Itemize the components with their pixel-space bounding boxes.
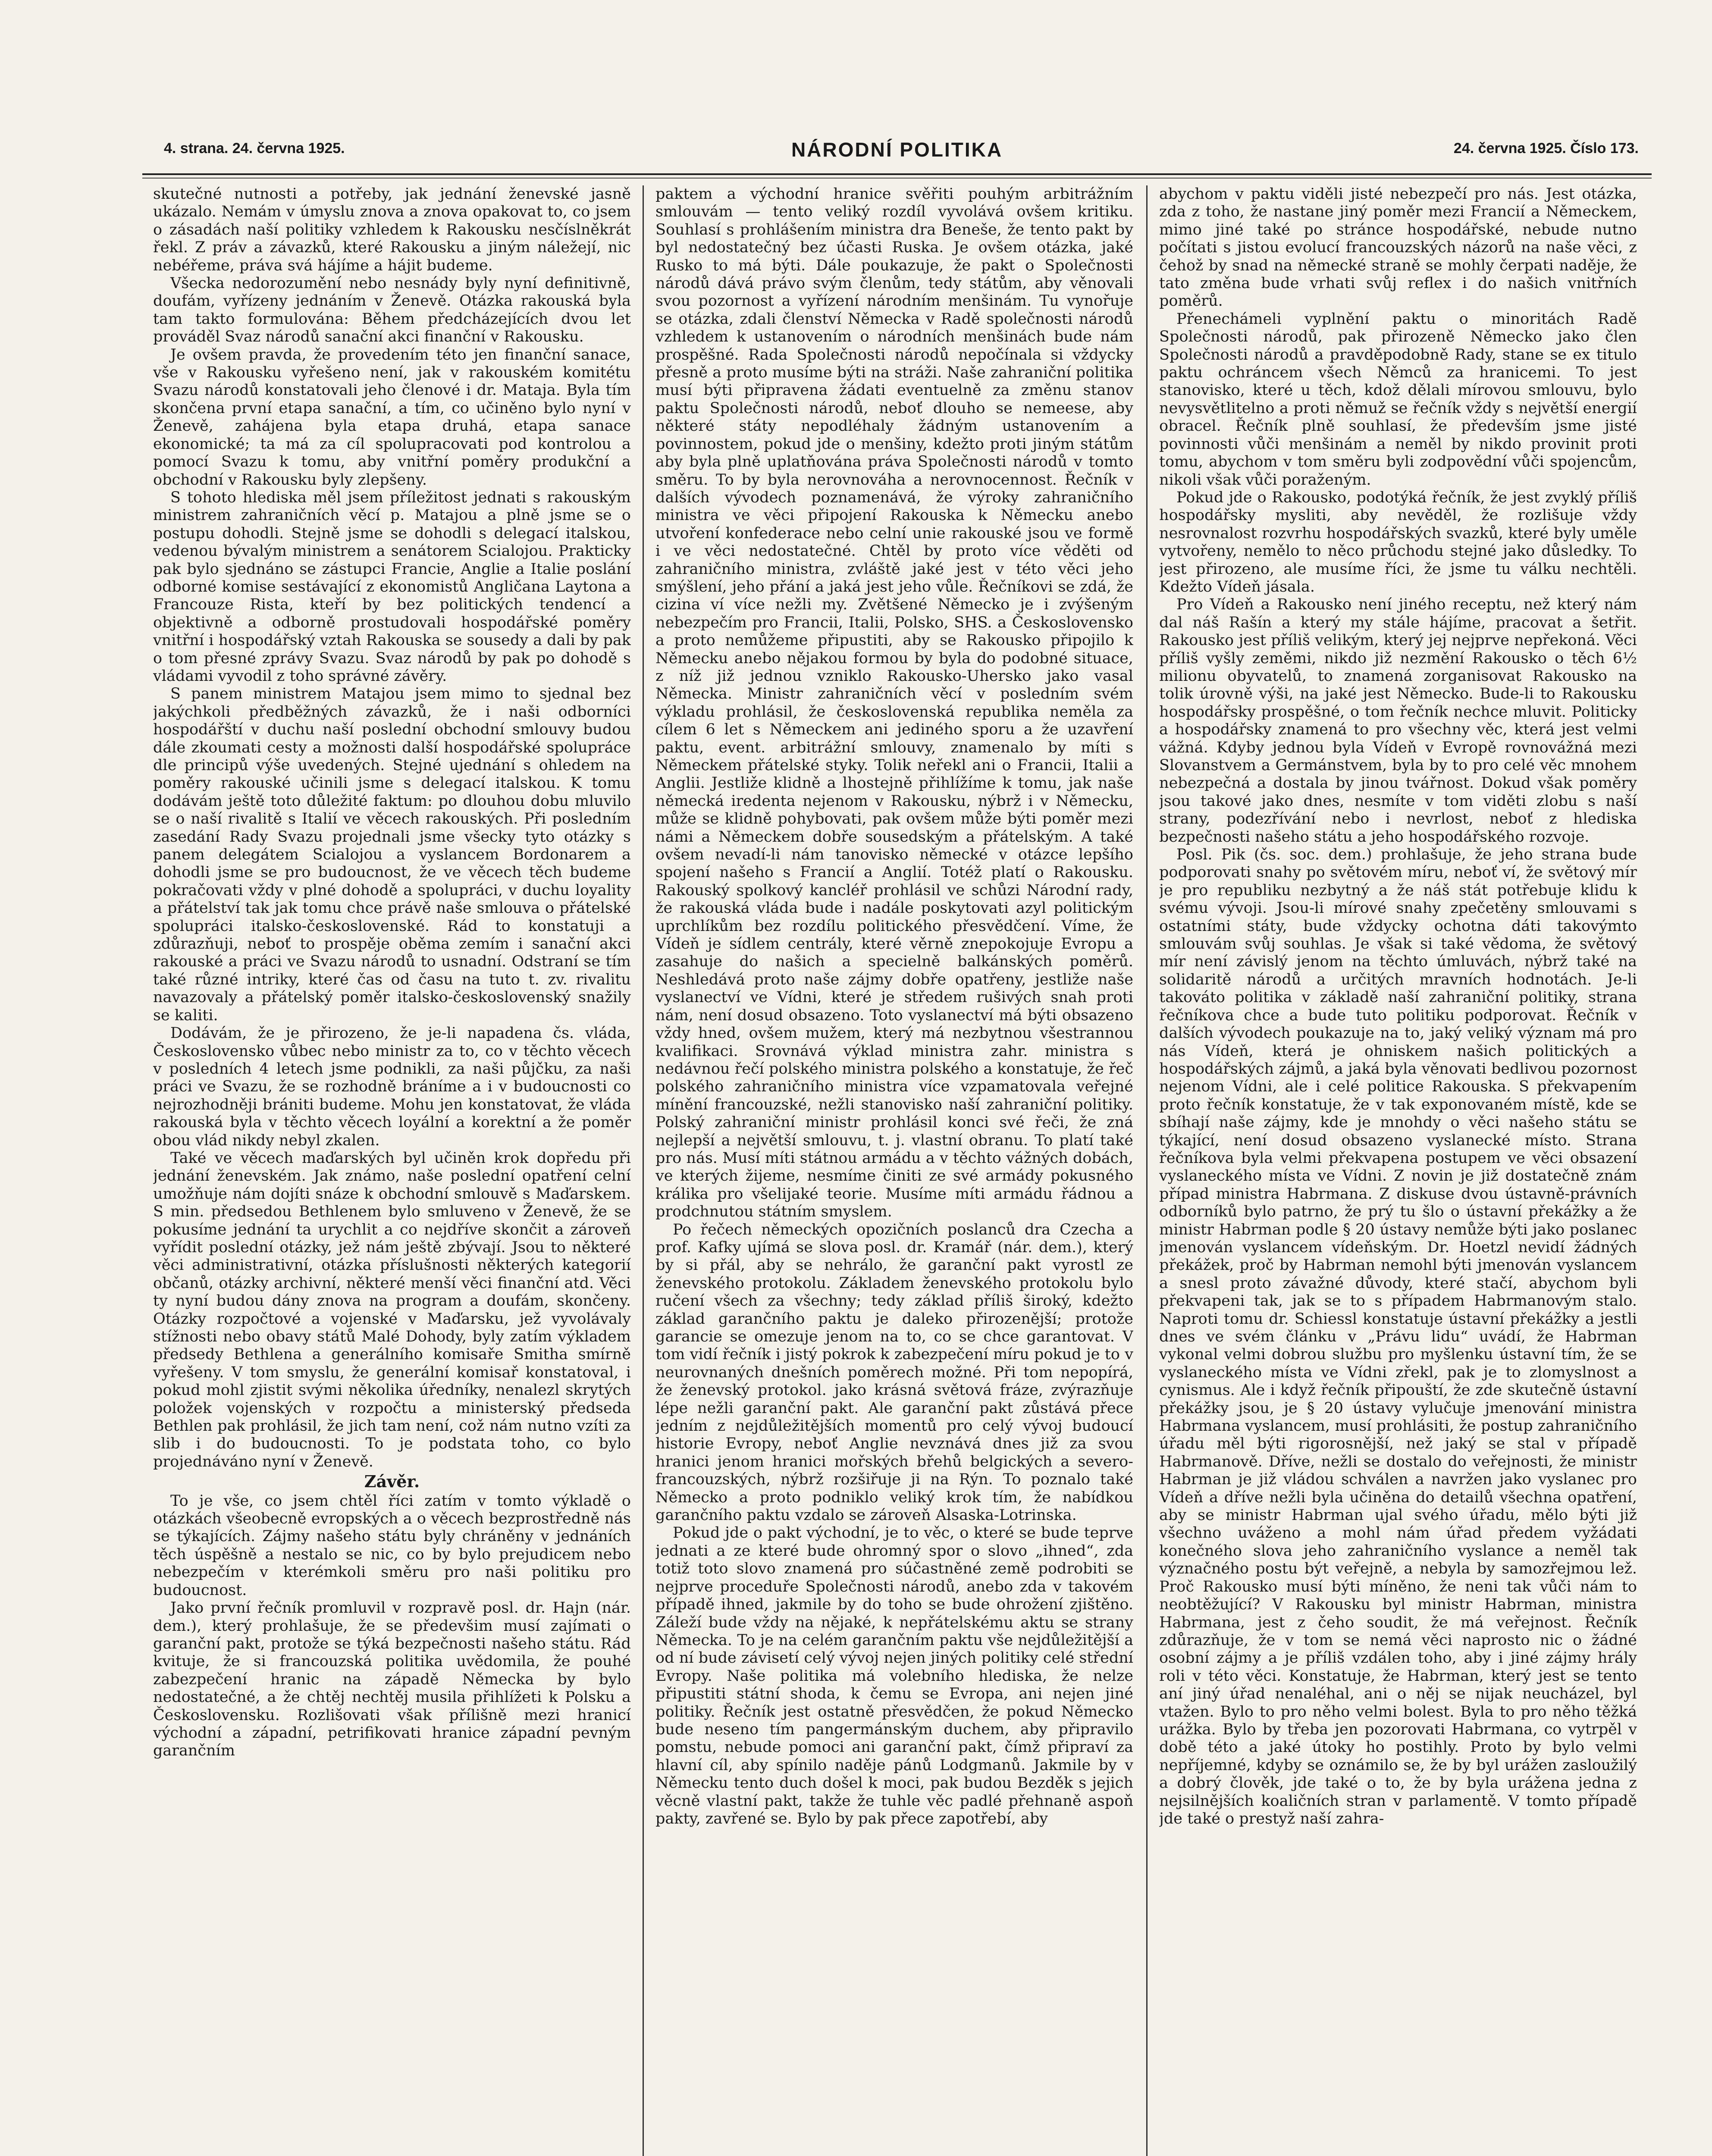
paragraph: paktem a východní hranice svěřiti pouhým arbitrážním smlouvám — tento veliký rozdíl vyvolává ovšem kritiku. Souhlasí s prohlášením ministra dra Beneše, že tento pakt by byl nedostatečný bez účasti Ruska. Je ovšem otázka, jaké Rusko to má býti. Dále poukazuje, že pakt o Společnosti národů dává právo svým členům, tedy státům, aby věnovali svou pozornost a vyřízení národním menšinám. Tu vynořuje se otázka, zdali členství Německa v Radě společnosti národů vzhledem k ustanovením o národních menšinách bude nám prospěšné. Rada Společnosti národů nepočínala si vždycky přesně a proto musíme býti na stráži. Naše zahraniční politika musí býti připravena žádati eventuelně za změnu stanov paktu Společnosti národů, neboť dlouho se nemeese, aby některé státy nepodléhaly žádným ustanovením a povinnostem, pokud jde o menšiny, kdežto proti jiným státům aby byla plně uplatňována práva Společnosti národů v tomto směru. To by byla nerovnováha a nerovnocennost. Řečník v dalších vývodech poznamenává, že výroky zahraničního ministra ve věci připojení Rakouska k Německu anebo utvoření konfederace nebo celní unie rakouské jsou ve formě i ve věci nedostatečné. Chtěl by proto více věděti od zahraničního ministra, zvláště jaké jest v této věci jeho smýšlení, jeho přání a jaká jest jeho vůle. Řečníkovi se zdá, že cizina ví více nežli my. Zvětšené Německo je i zvýšeným nebezpečím pro Francii, Italii, Polsko, SHS. a Československo a proto nemůžeme připustiti, aby se Rakousko připojilo k Německu anebo nějakou formou by byla do podobné situace, z níž již jednou vzniklo Rakousko-Uhersko jako vasal Německa. Ministr zahraničních věcí v posledním svém výkladu prohlásil, že československá republika neměla za cílem 6 let s Německem ani jediného sporu a že uzavření paktu, event. arbitrážní smlouvy, znamenalo by míti s Německem přátelské styky. Tolik neřekl ani o Francii, Italii a Anglii. Jestliže klidně a lhostejně přihlížíme k tomu, jak naše německá iredenta nejenom v Rakousku, nýbrž i v Německu, může se klidně pohybovati, pak ovšem může býti poměr mezi námi a Německem dobře sousedským a přátelským. A také ovšem nevadí-li nám tanovisko německé v otázce lepšího spojení našeho s Francií a Anglií. Totéž platí o Rakousku. Rakouský spolkový kancléř prohlásil ve schůzi Národní rady, že rakouská vláda bude i nadále poskytovati azyl politickým uprchlíkům bez rozdílu politického přesvědčení. Víme, že Vídeň je sídlem centrály, které věrně znepokojuje Evropu a zasahuje do našich a specielně balkánských poměrů. Neshledává proto naše zájmy dobře opatřeny, jestliže naše vyslanectví ve Vídni, které je středem rušivých snah proti nám, není dosud obsazeno. Toto vyslanectví má býti obsazeno vždy hned, ovšem mužem, který má nezbytnou všestrannou kvalifikaci. Srovnává výklad ministra zahr. ministra s nedávnou řečí polského ministra polského a konstatuje, že řeč polského zahraničního ministra více vzpamatovala veřejné mínění francouzské, nežli stanovisko naší zahraniční politiky. Polský zahraniční ministr prohlásil konci své řeči, že zná nejlepší a největší smlouvu, t. j. vlastní obranu. To platí také pro nás. Musí míti státnou armádu a v těchto vážných dobách, ve kterých žijeme, nesmíme činiti ze své armády pokusného králika pro všelijaké teorie. Musíme míti armádu řádnou a prodchnutou státním smyslem. [655, 185, 1133, 1221]
paragraph: Je ovšem pravda, že provedením této jen finanční sanace, vše v Rakousku vyřešeno není, jak v rakouském komitétu Svazu národů konstatovali jeho členové i dr. Mataja. Byla tím skončena první etapa sanační, a tím, co učiněno bylo nyní v Ženevě, zahájena byla etapa druhá, etapa sanace ekonomické; ta má za cíl spolupracovati pod kontrolou a pomocí Svazu k tomu, aby vnitřní poměry produkční a obchodní v Rakousku byly zlepšeny. [153, 346, 631, 489]
masthead-title: NÁRODNÍ POLITIKA [791, 138, 1003, 161]
paragraph: Po řečech německých opozičních poslanců dra Czecha a prof. Kafky ujímá se slova posl. dr. Kramář (nár. dem.), který by si přál, aby se nehrálo, že garanční pakt vyrostl ze ženevského protokolu. Základem ženevského protokolu bylo ručení všech za všechny; tedy základ příliš široký, kdežto základ garančního paktu je daleko přirozenější; protože garancie se omezuje jenom na to, co se chce garantovat. V tom vidí řečník i jistý pokrok k zabezpečení míru pokud je to v neurovnaných dnešních poměrech možné. Při tom nepopírá, že ženevský protokol. jako krásná světová fráze, zvýrazňuje lépe nežli garanční pakt. Ale garanční pakt zůstává přece jedním z nejdůležitějších momentů pro celý vývoj budoucí historie Evropy, neboť Anglie nevznává dnes již za svou hranici jenom hranici mořských břehů belgických a severo-francouzských, nýbrž rozšiřuje ji na Rýn. To poznalo také Německo a proto podniklo veliký krok tím, že nabídkou garančního paktu vzdalo se zároveň Alsaska-Lotrinska. [655, 1221, 1133, 1524]
paragraph: Také ve věcech maďarských byl učiněn krok dopředu při jednání ženevském. Jak známo, naše poslední opatření celní umožňuje nám dojíti snáze k obchodní smlouvě s Maďarskem. S min. předsedou Bethlenem bylo smluveno v Ženevě, že se pokusíme jednání ta urychlit a co nejdříve skončit a zároveň vyřídit poslední otázky, jež nám ještě zbývají. Jsou to některé věci administrativní, otázka příslušnosti některých kategorií občanů, otázky archivní, některé menší věci finanční atd. Věci ty nyní budou dány znova na program a doufám, skončeny. Otázky rozpočtové a vojenské v Maďarsku, jež vyvolávaly stížnosti nebo obavy států Malé Dohody, byly zatím výkladem předsedy Bethlena a generálního komisaře Smitha smírně vyřešeny. V tom smyslu, že generální komisař konstatoval, i pokud mohl zjistit svými několika úředníky, nenalezl skrytých položek vojenských v rozpočtu a ministerský předseda Bethlen pak prohlásil, že jich tam není, což nám nutno vzíti za slib i do budoucnosti. To je podstata toho, co bylo projednáváno nyní v Ženevě. [153, 1149, 631, 1470]
column-divider [1146, 185, 1148, 2156]
page-number-date: 4. strana. 24. června 1925. [164, 140, 345, 157]
paragraph: skutečné nutnosti a potřeby, jak jednání ženevské jasně ukázalo. Nemám v úmyslu znova a znova opakovat to, co jsem o zásadách naší politiky vzhledem k Rakousku nesčíslněkrát řekl. Z práv a závazků, které Rakousku a jiným náležejí, nic nebéřeme, práva svá hájíme a hájit budeme. [153, 185, 631, 274]
column-2 [655, 185, 1133, 2156]
column-3 [1159, 185, 1637, 2156]
paragraph: Pro Vídeň a Rakousko není jiného receptu, než který nám dal náš Rašín a který my stále hájíme, pracovat a šetřit. Rakousko jest příliš velikým, který jej nejprve nepřekoná. Věci příliš vyšly zeměmi, nikdo již nezmění Rakousko o těch 6½ milionu obyvatelů, to znamená zorganisovat Rakousko na tolik úrovně výši, na jaké jest Německo. Bude-li to Rakousku hospodářsky prospěšné, o tom řečník nechce mluvit. Politicky a hospodářsky znamená to pro všechny věc, která jest velmi vážná. Kdyby jednou byla Vídeň v Evropě rovnovážná mezi Slovanstvem a Germánstvem, byla by to pro celé věc mnohem nebezpečná a dostala by jinou tvářnost. Dokud však poměry jsou takové jako dnes, nesmíte v tom viděti zlobu s naší strany, podezřívání nebo i nevrlost, neboť z hlediska bezpečnosti našeho státu a jeho hospodářského rozvoje. [1159, 596, 1637, 846]
column-1 [153, 185, 631, 2156]
paragraph: S tohoto hlediska měl jsem příležitost jednati s rakouským ministrem zahraničních věcí p. Matajou a plně jsme se o postupu dohodli. Stejně jsme se dohodli s delegací italskou, vedenou bývalým ministrem a senátorem Scialojou. Prakticky pak bylo sjednáno se zástupci Francie, Anglie a Italie poslání odborné komise sestávající z ekonomistů Angličana Laytona a Francouze Rista, kteří by bez politických tendencí a objektivně a odborně prostudovali hospodářské poměry vnitřní i hospodářský vztah Rakouska se sousedy a dali by pak o tom přesné zprávy Svazu. Svaz národů by pak po dohodě s vládami vyvodil z toho správné závěry. [153, 489, 631, 685]
newspaper-page [142, 138, 1652, 2156]
paragraph: abychom v paktu viděli jisté nebezpečí pro nás. Jest otázka, zda z toho, že nastane jiný poměr mezi Francií a Německem, mimo jiné také po stránce hospodářské, nebude nutno počítati s jistou evolucí francouzských názorů na naše věci, z čehož by snad na německé straně se mohly čerpati naděje, že tato změna bude vrhati svůj reflex i do našich vnitřních poměrů. [1159, 185, 1637, 310]
paragraph: Posl. Pik (čs. soc. dem.) prohlašuje, že jeho strana bude podporovati snahy po světovém míru, neboť ví, že světový mír je pro republiku nezbytný a že náš stát potřebuje klidu k svému vývoji. Jsou-li mírové snahy zpečetěny smlouvami s ostatními státy, bude vždycky ochotna dáti takovýmto smlouvám svůj souhlas. Je však si také vědoma, že světový mír není závislý jenom na těchto úmluvách, nýbrž také na solidaritě národů a určitých mravních hodnotách. Je-li takováto politika v základě naší zahraniční politiky, strana řečníkova chce a bude tuto politiku podporovat. Řečník v dalších vývodech poukazuje na to, jaký veliký význam má pro nás Vídeň, která je ohniskem našich politických a hospodářských zájmů, a jaká byla věnovati bedlivou pozornost nejenom Vídni, ale i celé politice Rakouska. S překvapením proto řečník konstatuje, že v tak exponovaném místě, kde se sbíhají naše zájmy, kde je mnohdy o věci našeho státu se týkající, není dosud obsazeno vyslanecké místo. Strana řečníkova byla velmi překvapena postupem ve věci obsazení vyslaneckého místa ve Vídni. Z novin je již dostatečně znám případ ministra Habrmana. Z diskuse dvou ústavně-právních odborníků bylo patrno, že prý tu šlo o ústavní překážky a že ministr Habrman podle § 20 ústavy nemůže býti jako poslanec jmenován vyslancem vídeňským. Dr. Hoetzl nevidí žádných překážek, proč by Habrman nemohl býti jmenován vyslancem a snesl proto závažné důvody, které stačí, abychom byli překvapeni tak, jak se to s případem Habrmanovým stalo. Naproti tomu dr. Schiessl konstatuje ústavní překážky a jestli dnes ve svém článku v „Právu lidu“ uvádí, že Habrman vykonal velmi dobrou službu pro myšlenku ústavní tím, že se vyslaneckého místa ve Vídni zřekl, pak je to zlomyslnost a cynismus. Ale i když řečník připouští, že zde skutečně ústavní překážky jsou, je § 20 ústavy vylučuje jmenování ministra Habrmana vyslancem, musí prohlásiti, že postup zahraničního úřadu měl býti rigorosnější, než jaký se stal v případě Habrmanově. Dříve, nežli se dostalo do veřejnosti, že ministr Habrman je již vládou schválen a navržen jako vyslanec pro Vídeň a dříve nežli byla učiněna do detailů všechna opatření, aby se ministr Habrman ujal svého úřadu, mělo býti již všechno uváženo a mohl nám úřad předem vyžádati konečného slova jeho zahraničního vyslance a neměl tak význačného postu být veřejně, a nebyla by samozřejmou lež. Proč Rakousko musí býti míněno, že neni tak vůči nám to neobtěžující? V Rakousku byl ministr Habrman, ministra Habrmana, jest z čeho soudit, že má veřejnost. Řečník zdůrazňuje, že v tom se nemá věci naprosto nic o žádné osobní zájmy a je příliš vzdálen toho, aby i jiné zájmy hrály roli v této věci. Konstatuje, že Habrman, který jest se tento aní jiný úřad nenaléhal, ani o něj se nijak neucházel, byl vtažen. Bylo to pro něho velmi bolest. Byla to pro něho těžká urážka. Bylo by třeba jen pozorovati Habrmana, co vytrpěl v době této a jaké útoky ho postihly. Proto by bylo velmi nepříjemné, kdyby se oznámilo se, že by byl urážen zasloužilý a dobrý člověk, jde také o to, že by byla urážena jedna z nejsilnějších koaličních stran v parlamentě. V tomto případě jde také o prestyž naší zahra- [1159, 846, 1637, 1827]
header-rule-thin [142, 178, 1652, 179]
paragraph: Dodávám, že je přirozeno, že je-li napadena čs. vláda, Československo vůbec nebo ministr za to, co v těchto věcech v posledních 4 letech jsme podnikli, za naši půjčku, za naši práci ve Svazu, že se rozhodně bráníme a i v budoucnosti co nejrozhodněji brániti budeme. Mohu jen konstatovat, že vláda rakouská byla v těchto věcech loyální a korektní a že poměr obou vlád nikdy nebyl zkalen. [153, 1025, 631, 1149]
paragraph: Pokud jde o Rakousko, podotýká řečník, že jest zvyklý příliš hospodářsky mysliti, aby nevěděl, že rozlišuje vždy nesrovnalost rozvrhu hospodářských svazků, které byly uměle vytvořeny, nemělo to něco průchodu stejné jako důsledky. To jest přirozeno, ale musíme říci, že jsme tu válku nechtěli. Kdežto Vídeň jásala. [1159, 489, 1637, 595]
section-heading: Závěr. [364, 1472, 420, 1492]
paragraph: Pokud jde o pakt východní, je to věc, o které se bude teprve jednati a ze které bude ohromný spor o slovo „ihned“, zda totiž toto slovo znamená pro súčastněné země podrobiti se nejprve proceduře Společnosti národů, anebo zda v takovém případě ihned, jakmile by do toho se bude ohrožení zjištěno. Záleží bude vždy na nějaké, k nepřátelskému aktu se strany Německa. To je na celém garančním paktu vše nejdůležitější a od ní bude závisetí celý vývoj nejen jiných politiky celé střední Evropy. Naše politika má volebního hlediska, že nelze připustiti státní shoda, k čemu se Evropa, ani nejen jiné politiky. Řečník jest ostatně přesvědčen, že pokud Německo bude neseno tím pangermánským duchem, aby připravilo pomstu, nebude pomoci ani garanční pakt, čímž připraví za hlavní cíl, aby spínilo naděje pánů Lodgmanů. Jakmile by v Německu tento duch došel k moci, pak budou Bezděk s jejich věcně vlastní pakt, takže že tuhle věc padlé přehnaně aspoň pakty, zavřené se. Bylo by pak přece zapotřebí, aby [655, 1524, 1133, 1827]
header-rule [142, 173, 1652, 175]
paragraph: Všecka nedorozumění nebo nesnády byly nyní definitivně, doufám, vyřízeny jednáním v Ženevě. Otázka rakouská byla tam takto formulována: Během předcházejících dvou let prováděl Svaz národů sanační akci finanční v Rakousku. [153, 275, 631, 346]
page-header [142, 138, 1652, 168]
issue-date-number: 24. června 1925. Číslo 173. [1453, 140, 1639, 157]
paragraph: Jako první řečník promluvil v rozpravě posl. dr. Hajn (nár. dem.), který prohlašuje, že se předevšim musí zajímati o garanční pakt, protože se týká bezpečnosti našeho státu. Rád kvituje, že si francouzská politika uvědomila, že pouhé zabezpečení hranic na západě Německa by bylo nedostatečné, a že chtěj nechtěj musila přihlížeti k Polsku a Československu. Rozlišovati však přílišně mezi hranicí východní a západní, petrifikovati hranice západní pevným garančním [153, 1599, 631, 1760]
paragraph: S panem ministrem Matajou jsem mimo to sjednal bez jakýchkoli předběžných závazků, že i naši odborníci hospodářští v duchu naší poslední obchodní smlouvy budou dále zkoumati cesty a možnosti další hospodářské spolupráce dle principů výše uvedených. Stejné ujednání s ohledem na poměry rakouské učinili jsme s delegací italskou. K tomu dodávám ještě toto důležité faktum: po dlouhou dobu mluvilo se o naší rivalitě s Italií ve věcech rakouských. Při posledním zasedání Rady Svazu projednali jsme všecky tyto otázky s panem delegátem Scialojou a vyslancem Bordonarem a dohodli jsme se pro budoucnost, že ve věcech těch budeme pokračovati vždy v plné dohodě a spolupráci, v duchu loyality a přátelství tak jak tomu chce právě naše smlouva o přátelské spolupráci italsko-československé. Rád to konstatuji a zdůrazňuji, neboť to prospěje oběma zemím i sanační akci rakouské a práci ve Svazu národů to usnadní. Odstraní se tím také různé intriky, které čas od času na tuto t. zv. rivalitu navazovaly a přátelský poměr italsko-československý snažily se kaliti. [153, 685, 631, 1024]
paragraph: To je vše, co jsem chtěl říci zatím v tomto výkladě o otázkách všeobecně evropských a o věcech bezprostředně nás se týkajících. Zájmy našeho státu byly chráněny v jednáních těch úspěšně a nestalo se nic, co by bylo prejudicem nebo nebezpečím v kterémkoli směru pro naši politiku pro budoucnost. [153, 1492, 631, 1599]
paragraph: Přenechámeli vyplnění paktu o minoritách Radě Společnosti národů, pak přirozeně Německo jako člen Společnosti národů a pravděpodobně Rady, stane se ex titulo paktu ochráncem všech Němců za hranicemi. To jest stanovisko, které u těch, kdož dělali mírovou smlouvu, bylo nevysvětlitelno a proti němuž se řečník vždy s největší energií obracel. Řečník plně souhlasí, že především jsme jisté povinnosti vůči menšinám a neměl by nikdo provinit proti tomu, abychom v tom směru byli zodpovědní vůči spojencům, nikoli však vůči poraženým. [1159, 310, 1637, 489]
column-divider [643, 185, 644, 2156]
